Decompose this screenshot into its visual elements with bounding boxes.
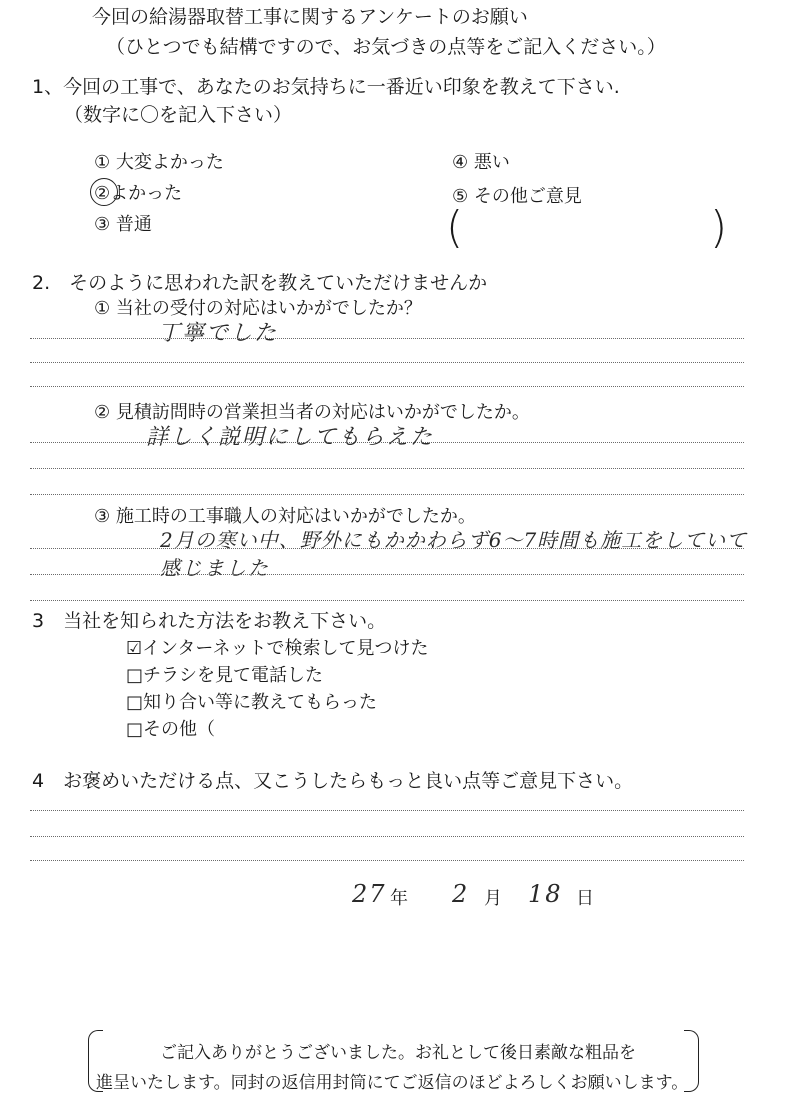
q1-other-close-paren: ) bbox=[710, 202, 728, 253]
date-year: 27 bbox=[352, 880, 387, 908]
q1-option-5[interactable]: ⑤ その他ご意見 bbox=[452, 186, 582, 207]
selection-circle-mark bbox=[90, 178, 118, 206]
answer-line bbox=[30, 574, 744, 575]
q2-answer-2: 詳しく説明にしてもらえた bbox=[146, 425, 435, 450]
q2-answer-1: 丁寧でした bbox=[158, 321, 279, 346]
answer-line bbox=[30, 860, 744, 861]
q2-sub-3: ③ 施工時の工事職人の対応はいかがでしたか。 bbox=[94, 506, 476, 527]
answer-line bbox=[30, 810, 744, 811]
question-3-text: 3 当社を知られた方法をお教え下さい。 bbox=[32, 610, 387, 632]
q2-sub-1: ① 当社の受付の対応はいかがでしたか？ bbox=[94, 298, 422, 319]
q1-option-4[interactable]: ④ 悪い bbox=[452, 152, 510, 173]
answer-line bbox=[30, 386, 744, 387]
q1-other-open-paren: ( bbox=[446, 202, 464, 253]
answer-line bbox=[30, 442, 744, 443]
q2-sub-2: ② 見積訪問時の営業担当者の対応はいかがでしたか。 bbox=[94, 402, 530, 423]
answer-line bbox=[30, 468, 744, 469]
q1-option-3[interactable]: ③ 普通 bbox=[94, 214, 152, 235]
q1-option-1[interactable]: ① 大変よかった bbox=[94, 152, 224, 173]
q1-option-2[interactable]: ②よかった bbox=[94, 183, 183, 204]
date-year-unit: 年 bbox=[390, 888, 408, 909]
q3-option-internet[interactable]: ☑インターネットで検索して見つけた bbox=[126, 638, 429, 659]
date-day-unit: 日 bbox=[576, 888, 594, 909]
footer-line-1: ご記入ありがとうございました。お礼として後日素敵な粗品を bbox=[160, 1043, 636, 1063]
q2-answer-3-line-1: 2月の寒い中、野外にもかかわらず6～7時間も施工をしていて bbox=[160, 528, 748, 552]
answer-line bbox=[30, 338, 744, 339]
survey-title: 今回の給湯器取替工事に関するアンケートのお願い bbox=[92, 6, 528, 28]
date-month-unit: 月 bbox=[484, 888, 502, 909]
answer-line bbox=[30, 548, 744, 549]
answer-line bbox=[30, 494, 744, 495]
date-month: 2 bbox=[452, 880, 470, 908]
q3-option-acquaintance[interactable]: □知り合い等に教えてもらった bbox=[126, 692, 378, 713]
question-1-text: 1、今回の工事で、あなたのお気持ちに一番近い印象を教えて下さい. bbox=[32, 76, 620, 98]
date-day: 18 bbox=[528, 880, 563, 908]
q3-option-other[interactable]: □その他（ bbox=[126, 719, 216, 740]
q2-answer-3-line-2: 感じました bbox=[160, 556, 270, 580]
question-2-text: 2. そのように思われた訳を教えていただけませんか bbox=[32, 272, 488, 294]
q3-option-flyer[interactable]: □チラシを見て電話した bbox=[126, 665, 324, 686]
footer-line-2: 進呈いたします。同封の返信用封筒にてご返信のほどよろしくお願いします。 bbox=[96, 1073, 689, 1093]
survey-subtitle: （ひとつでも結構ですので、お気づきの点等をご記入ください。） bbox=[106, 36, 666, 58]
answer-line bbox=[30, 600, 744, 601]
answer-line bbox=[30, 362, 744, 363]
answer-line bbox=[30, 836, 744, 837]
question-4-text: 4 お褒めいただける点、又こうしたらもっと良い点等ご意見下さい。 bbox=[32, 770, 634, 792]
question-1-note: （数字に〇を記入下さい） bbox=[64, 104, 293, 126]
